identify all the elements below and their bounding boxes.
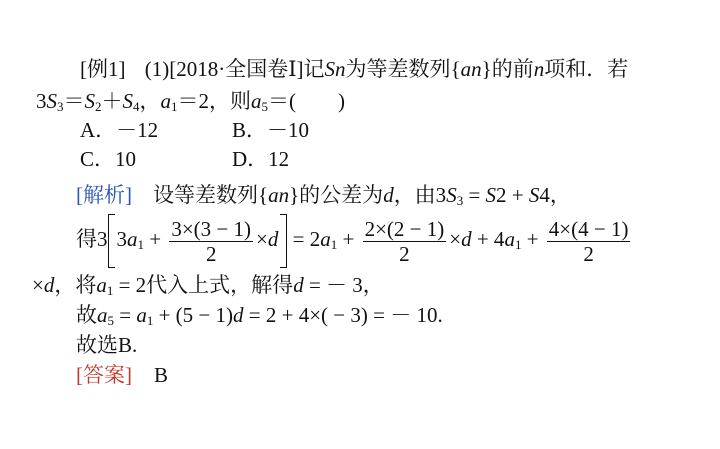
result-sub1: 1 (146, 313, 154, 328)
problem-text-1: 为等差数列{ (345, 57, 461, 81)
fraction-2-numerator: 2×(2 − 1) (364, 216, 445, 241)
rhs-times: × (449, 227, 462, 251)
sub-1: 1 (171, 99, 178, 114)
coef-3: 3 (36, 89, 47, 113)
cont-d2: d (293, 273, 304, 297)
solution-s4: S (528, 183, 540, 207)
solution-d: d (383, 183, 394, 207)
solution-n2: 2 + (496, 183, 529, 207)
result-text-2: + (5 − 1) (153, 303, 234, 327)
sub-4: 4 (133, 99, 140, 114)
option-d (232, 146, 289, 172)
continuation-line (32, 272, 384, 304)
var-a1: a (160, 89, 171, 113)
var-s3: S (46, 89, 57, 113)
option-d-value: 12 (268, 147, 290, 171)
fraction-2 (363, 217, 447, 266)
sub-5: 5 (261, 99, 268, 114)
problem-tag: [例1] (80, 57, 126, 81)
result-prefix: 故 (76, 303, 97, 327)
problem-text-2: }的前 (481, 57, 534, 81)
var-sn: Sn (324, 57, 346, 81)
solution-tag: [解析] (76, 183, 132, 207)
eq-times: × (256, 227, 268, 251)
var-a5: a (251, 89, 262, 113)
solution-sub3: 3 (456, 193, 464, 208)
fraction-1-numerator: 3×(3 − 1) (171, 216, 252, 241)
solution-text: 设等差数列{ (132, 183, 269, 207)
rhs-d: d (461, 227, 472, 251)
solution-an: an (268, 183, 290, 207)
cont-text-2: = 2代入上式，解得 (113, 273, 294, 297)
cont-a: a (96, 273, 107, 297)
result-text-3: = 2 + 4×( − 3) = － 10. (243, 303, 443, 327)
problem-line-1 (80, 56, 628, 82)
cont-d: d (43, 273, 55, 297)
option-d-label: D． (232, 147, 269, 171)
plus: ＋ (101, 89, 123, 113)
option-c-value: 10 (115, 147, 137, 171)
var-an: an (460, 57, 482, 81)
rhs-plus-4: + 4 (471, 227, 505, 251)
cont-sub: 1 (106, 283, 114, 298)
option-c-label: C． (80, 147, 116, 171)
var-n: n (533, 57, 545, 81)
result-sub5: 5 (107, 313, 114, 328)
fraction-3-numerator: 4×(4 − 1) (548, 216, 629, 241)
choose-line (76, 332, 137, 358)
option-b-label: B． (232, 118, 268, 142)
eq-plus: + (144, 227, 167, 251)
term-a1: a (127, 227, 138, 251)
solution-s2: S (485, 183, 497, 207)
solution-text-2: }的公差为 (289, 183, 384, 207)
eq-d: d (267, 227, 279, 251)
solution-text-4: = (463, 183, 486, 207)
problem-source: (1)[2018·全国卷Ⅰ]记 (144, 57, 325, 81)
problem-text-3: 项和．若 (544, 57, 629, 81)
fraction-3-denominator: 2 (583, 241, 594, 266)
solution-n4: 4， (539, 183, 571, 207)
rhs-plus-5: + (521, 227, 544, 251)
option-b-value: －10 (267, 118, 310, 142)
eq-text: ＝2，则 (177, 89, 251, 113)
problem-line-2 (36, 88, 345, 120)
fraction-3 (547, 217, 631, 266)
equals: ＝ (63, 89, 85, 113)
sub-2: 2 (95, 99, 102, 114)
rhs-sub1-c: 1 (514, 237, 522, 252)
fraction-1 (169, 217, 253, 266)
eq-rhs: = 2 (287, 227, 321, 251)
option-b (232, 117, 309, 143)
rhs-plus: + (337, 227, 360, 251)
result-text: = (114, 303, 137, 327)
sub-3: 3 (57, 99, 64, 114)
result-a1: a (136, 303, 147, 327)
comma: ， (139, 89, 161, 113)
answer-tag: [答案] (76, 363, 132, 387)
choose-text: 故选B. (76, 333, 138, 357)
rhs-a1-c: a (504, 227, 515, 251)
left-bracket (108, 214, 115, 268)
rhs-a1: a (320, 227, 331, 251)
fraction-1-denominator: 2 (205, 241, 217, 266)
option-a (80, 117, 158, 143)
result-a5: a (97, 303, 108, 327)
result-d: d (233, 303, 244, 327)
cont-text-3: = － 3， (303, 273, 384, 297)
equation-line (76, 212, 633, 268)
option-c (80, 146, 136, 172)
solution-text-3: ，由3 (393, 183, 447, 207)
var-s4: S (122, 89, 133, 113)
rhs-sub1: 1 (330, 237, 338, 252)
solution-s3: S (446, 183, 457, 207)
answer-line (76, 362, 168, 388)
answer-paren: ＝( ) (268, 89, 345, 113)
eq-prefix: 得3 (76, 227, 108, 251)
option-a-value: －12 (116, 118, 159, 142)
term-3: 3 (116, 227, 127, 251)
cont-text: ，将 (54, 273, 97, 297)
var-s2: S (84, 89, 95, 113)
result-line (76, 302, 443, 334)
term-sub1: 1 (137, 237, 144, 252)
cont-times: × (32, 273, 44, 297)
option-a-label: A． (80, 118, 117, 142)
fraction-2-denominator: 2 (399, 241, 410, 266)
answer-value: B (154, 363, 169, 387)
solution-line-1 (76, 182, 571, 214)
